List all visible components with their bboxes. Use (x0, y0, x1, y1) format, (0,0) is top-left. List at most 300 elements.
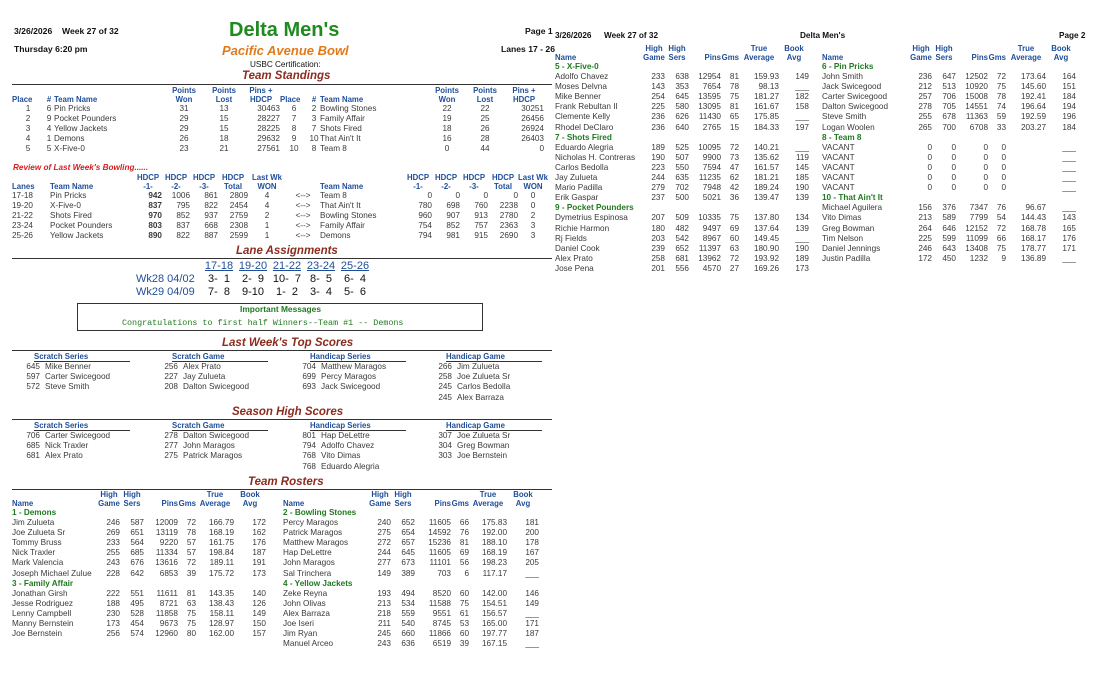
book-average: ___ (1062, 162, 1076, 172)
player-name: Joseph Michael Zulue (12, 568, 92, 578)
player-name: Mario Padilla (555, 183, 603, 193)
high-series: 647 (942, 72, 956, 82)
standings-cell: 44 (480, 144, 490, 154)
review-won: 0 (530, 191, 536, 200)
player-name: Frank Rebultan II (555, 102, 618, 112)
score-entry (298, 372, 376, 382)
roster-team-row (283, 508, 539, 518)
player-name: Hap DeLettre (283, 548, 332, 558)
games: 78 (186, 528, 196, 538)
total-pins: 11099 (965, 233, 988, 243)
standings-cell: Pocket Pounders (54, 114, 117, 124)
high-series: 599 (942, 233, 956, 243)
review-score: 2308 (229, 221, 248, 231)
book-average: 200 (525, 528, 539, 538)
team-name: 10 - That Ain't It (822, 193, 883, 203)
high-series: 673 (401, 558, 415, 568)
review-lanes: 21-22 (12, 211, 33, 221)
games: 72 (186, 558, 196, 568)
roster-col-header: Name (822, 53, 844, 62)
review-score: 2454 (229, 201, 248, 211)
lane-pair: 5- 6 (343, 286, 366, 298)
games: 75 (186, 608, 196, 618)
high-series: 0 (951, 183, 956, 193)
high-series: 534 (401, 598, 415, 608)
total-pins: 0 (983, 173, 988, 183)
true-average: 167.15 (481, 639, 507, 649)
total-pins: 11101 (429, 558, 451, 568)
games: 75 (996, 82, 1006, 92)
review-team: Family Affair (320, 221, 365, 231)
total-pins: 10335 (698, 213, 721, 223)
p2-page-number: Page 2 (1059, 31, 1086, 40)
total-pins: 11334 (155, 548, 178, 558)
roster-player-row (822, 244, 1076, 254)
player-name: Tommy Bruss (12, 538, 62, 548)
high-series: 645 (675, 92, 689, 102)
high-game: 258 (651, 253, 665, 263)
book-average: 184 (1062, 92, 1076, 102)
total-pins: 9551 (432, 608, 451, 618)
book-average: 149 (795, 72, 809, 82)
games: 81 (729, 72, 739, 82)
high-series: 540 (401, 619, 415, 629)
true-average: 161.57 (753, 162, 779, 172)
true-average: 156.57 (481, 608, 507, 618)
games: 76 (459, 528, 469, 538)
score-category-header: Handicap Series (310, 421, 406, 431)
total-pins: 8520 (432, 588, 451, 598)
standings-cell: 8 (311, 144, 317, 154)
review-team: Pin Pricks (50, 191, 87, 200)
review-score: 757 (474, 221, 488, 231)
high-game: 201 (651, 263, 665, 273)
high-game: 245 (377, 629, 391, 639)
player-name: Jay Zulueta (555, 173, 598, 183)
standings-cell: 26924 (521, 124, 544, 134)
high-game: 188 (106, 598, 120, 608)
messages-title: Important Messages (240, 304, 321, 314)
standings-cell: 8 (291, 124, 297, 134)
roster-player-row (822, 123, 1076, 133)
standings-cell: 4 (25, 134, 31, 144)
review-score: 1006 (171, 191, 190, 200)
review-col-header (286, 173, 320, 191)
true-average: 196.64 (1020, 102, 1046, 112)
total-pins: 0 (983, 152, 988, 162)
roster-team-row (555, 133, 809, 143)
book-average: 184 (1062, 122, 1076, 132)
player-name: VACANT (822, 142, 855, 152)
review-won: 4 (264, 191, 270, 200)
games: 27 (729, 263, 739, 273)
lanes-range: Lanes 17 - 26 (501, 44, 555, 54)
total-pins: 4570 (702, 263, 721, 273)
lane-assignments (136, 259, 372, 299)
p2-week: Week 27 of 32 (604, 31, 659, 40)
player-name: Sal Trinchera (283, 568, 332, 578)
bowler-name: Joe Zulueta Sr (457, 431, 511, 440)
book-average: 176 (1062, 233, 1076, 243)
score-value: 768 (302, 451, 316, 461)
review-score: 754 (418, 221, 432, 231)
player-name: Alex Prato (555, 253, 593, 263)
high-game: 233 (106, 538, 120, 548)
lane-week-date: 04/09 (164, 286, 195, 298)
true-average: 137.64 (753, 223, 779, 233)
high-game: 203 (651, 233, 665, 243)
total-pins: 9900 (702, 152, 721, 162)
score-value: 256 (164, 362, 178, 371)
true-average: 203.27 (1020, 122, 1046, 132)
roster-team-row (822, 133, 1076, 143)
high-series: 676 (130, 558, 144, 568)
high-game: 277 (377, 558, 391, 568)
standings-cell: 16 (442, 134, 452, 144)
standings-cell: 1 (25, 104, 31, 113)
true-average: 136.89 (1020, 253, 1046, 263)
games: 60 (459, 588, 469, 598)
player-name: Steve Smith (822, 112, 867, 122)
roster-col-header: High Game (643, 44, 665, 62)
player-name: Jack Swicegood (822, 82, 882, 92)
roster-player-row (822, 213, 1076, 223)
high-series: 636 (401, 639, 415, 649)
score-entry (298, 431, 370, 441)
roster-player-row (555, 112, 809, 122)
review-row (12, 191, 548, 201)
high-series: 652 (675, 243, 689, 253)
high-series: 0 (951, 162, 956, 172)
games: 81 (459, 538, 469, 548)
roster-player-row (283, 619, 539, 629)
high-series: 660 (401, 629, 415, 639)
true-average: 178.77 (1020, 243, 1046, 253)
roster-player-row (555, 183, 809, 193)
games: 39 (186, 568, 196, 578)
roster-col-header: Gms (988, 53, 1006, 62)
standings-col-header: Place (12, 95, 33, 104)
standings-cell: 28 (480, 134, 490, 144)
rosters-right (283, 490, 539, 649)
roster-player-row (283, 639, 539, 649)
true-average: 192.00 (481, 528, 507, 538)
roster-col-header: Name (555, 53, 577, 62)
standings-cell: 0 (444, 144, 450, 154)
high-game: 0 (927, 183, 932, 193)
player-name: Matthew Maragos (283, 538, 349, 548)
lane-grid (136, 259, 372, 299)
player-name: Dalton Swicegood (822, 102, 888, 112)
roster-col-header: High Sers (668, 44, 686, 62)
book-average: 191 (252, 558, 266, 568)
book-average: 172 (252, 518, 266, 528)
roster-col-header: High Game (910, 44, 932, 62)
games: 59 (996, 112, 1006, 122)
total-pins: 7594 (702, 162, 721, 172)
score-value: 768 (302, 461, 316, 471)
standings-col-header: Points Won (435, 86, 459, 104)
review-vs: <--> (295, 191, 311, 200)
high-game: 180 (651, 223, 665, 233)
review-won: 1 (264, 221, 270, 231)
standings-row (12, 114, 544, 124)
high-game: 275 (377, 528, 391, 538)
p2-date: 3/26/2026 (555, 31, 592, 40)
standings-col-header: Pins + HDCP (249, 86, 273, 104)
roster-col-header: True Average (743, 44, 775, 62)
book-average: 190 (795, 183, 809, 193)
standings-cell: 31 (179, 104, 189, 113)
high-series: 635 (675, 173, 689, 183)
roster-player-row (822, 254, 1076, 264)
standings-cell: Demons (54, 134, 85, 144)
total-pins: 11397 (698, 243, 721, 253)
player-name: Jim Zulueta (12, 518, 55, 528)
review-score: 852 (176, 211, 190, 221)
score-value: 685 (26, 441, 40, 451)
high-series: 681 (675, 253, 689, 263)
lane-pair: 1- 2 (275, 286, 298, 298)
score-entry (298, 441, 374, 451)
rosters-title: Team Rosters (248, 476, 324, 488)
review-won: 2 (264, 211, 270, 221)
high-series: 389 (401, 568, 415, 578)
roster-col-header: True Average (1010, 44, 1042, 62)
true-average: 184.33 (753, 122, 779, 132)
total-pins: 9220 (159, 538, 178, 548)
standings-cell: 15 (219, 124, 229, 134)
games: 0 (1001, 152, 1006, 162)
p1-league-title: Delta Men's (229, 19, 340, 41)
high-series: 551 (130, 588, 144, 598)
total-pins: 7948 (702, 183, 721, 193)
roster-player-row (12, 609, 266, 619)
high-game: 240 (377, 518, 391, 528)
bowler-name: Carter Swicegood (45, 372, 111, 382)
roster-col-header: High Game (369, 490, 391, 508)
total-pins: 703 (437, 568, 451, 578)
true-average: 192.41 (1020, 92, 1046, 102)
review-col-header: HDCP -1- (136, 173, 160, 191)
review-score: 0 (513, 191, 518, 200)
high-series: 657 (401, 538, 415, 548)
bowler-name: Mike Benner (45, 362, 91, 371)
score-entry (160, 362, 221, 372)
standings-cell: Shots Fired (320, 124, 362, 134)
games: 57 (186, 548, 196, 558)
lane-pair: 7- 8 (207, 286, 230, 298)
games: 74 (996, 102, 1006, 112)
book-average: 196 (1062, 112, 1076, 122)
high-game: 207 (651, 213, 665, 223)
score-entry (434, 451, 507, 461)
high-series: 640 (675, 122, 689, 132)
review-grid (12, 173, 548, 241)
roster-player-row (283, 629, 539, 639)
roster-player-row (283, 569, 539, 579)
games: 60 (459, 629, 469, 639)
player-name: Joe Zulueta Sr (12, 528, 66, 538)
player-name: John Olivas (283, 598, 326, 608)
score-entry (22, 441, 88, 451)
total-pins: 1232 (969, 253, 988, 263)
games: 78 (729, 82, 739, 92)
true-average: 96.67 (1025, 203, 1046, 213)
score-entry (298, 362, 386, 372)
team-name: 9 - Pocket Pounders (555, 203, 634, 213)
total-pins: 8721 (159, 598, 178, 608)
book-average: 197 (795, 122, 809, 132)
rosters-left (12, 490, 266, 639)
review-won: 4 (264, 201, 270, 211)
total-pins: 0 (983, 183, 988, 193)
score-entry (160, 431, 249, 441)
review-score: 942 (148, 191, 162, 200)
review-score: 837 (148, 201, 162, 211)
message-text: Congratulations to first half Winners--Team #1 -- Demons (122, 318, 404, 328)
total-pins: 11605 (428, 548, 451, 558)
lane-week-row (136, 273, 372, 286)
total-pins: 12502 (965, 72, 988, 82)
roster-player-row (12, 528, 266, 538)
standings-cell: 6 (291, 104, 297, 113)
total-pins: 11611 (156, 588, 178, 598)
roster-col-header: Book Avg (513, 490, 533, 508)
high-series: 494 (401, 588, 415, 598)
high-game: 223 (651, 162, 665, 172)
roster-player-row (555, 123, 809, 133)
total-pins: 6853 (159, 568, 178, 578)
high-series: 652 (401, 518, 415, 528)
roster-player-row (822, 92, 1076, 102)
book-average: 190 (795, 243, 809, 253)
player-name: Adolfo Chavez (555, 72, 609, 82)
bowler-name: Jack Swicegood (321, 382, 381, 392)
player-name: Joe Iseri (283, 619, 314, 629)
games: 81 (729, 102, 739, 112)
games: 15 (729, 122, 739, 132)
score-value: 245 (438, 382, 452, 392)
games: 60 (729, 233, 739, 243)
lane-pair: 3- 4 (309, 286, 332, 298)
bowler-name: Jay Zulueta (183, 372, 226, 382)
total-pins: 10920 (965, 82, 988, 92)
roster-team-row (12, 508, 266, 518)
score-entry (434, 431, 510, 441)
player-name: Carter Swicegood (822, 92, 888, 102)
standings-cell: Bowling Stones (320, 104, 377, 113)
divider (12, 84, 552, 85)
roster-player-row (283, 518, 539, 528)
score-entry (160, 451, 242, 461)
roster-player-row (555, 92, 809, 102)
standings-cell: 4 (46, 124, 52, 134)
high-game: 225 (651, 102, 665, 112)
total-pins: 2765 (702, 122, 721, 132)
high-game: 213 (918, 213, 932, 223)
high-game: 279 (651, 183, 665, 193)
standings-cell: 10 (289, 144, 299, 154)
high-series: 509 (675, 213, 689, 223)
review-row (12, 221, 548, 231)
bowler-name: Carter Swicegood (45, 431, 111, 440)
games: 69 (729, 223, 739, 233)
player-name: Nicholas H. Contreras (555, 152, 636, 162)
standings-cell: 26 (179, 134, 189, 144)
total-pins: 13119 (155, 528, 178, 538)
high-game: 265 (918, 122, 932, 132)
roster-player-row (555, 254, 809, 264)
book-average: ___ (525, 568, 539, 578)
review-team: X-Five-0 (50, 201, 81, 211)
roster-player-row (822, 224, 1076, 234)
true-average: 145.60 (1020, 82, 1046, 92)
review-score: 887 (204, 231, 218, 241)
roster-player-row (555, 234, 809, 244)
total-pins: 11858 (155, 608, 178, 618)
high-series: 643 (942, 243, 956, 253)
true-average: 192.59 (1020, 112, 1046, 122)
true-average: 180.90 (753, 243, 779, 253)
high-series: 495 (130, 598, 144, 608)
standings-cell: 0 (539, 144, 544, 154)
score-entry (22, 451, 83, 461)
team-name: 5 - X-Five-0 (555, 62, 599, 71)
total-pins: 15236 (428, 538, 451, 548)
roster-col-header: High Sers (935, 44, 953, 62)
review-won: 3 (530, 231, 536, 241)
player-name: Daniel Jennings (822, 243, 881, 253)
high-series: 450 (942, 253, 956, 263)
score-value: 693 (302, 382, 316, 392)
score-value: 227 (164, 372, 178, 382)
bowler-name: Eduardo Alegria (321, 461, 380, 471)
p1-week: Week 27 of 32 (62, 26, 119, 36)
high-game: 156 (918, 203, 932, 213)
review-score: 861 (204, 191, 218, 200)
p1-day-time: Thursday 6:20 pm (14, 44, 88, 54)
high-series: 654 (401, 528, 415, 538)
standings-cell: 29 (179, 124, 189, 134)
player-name: Jose Pena (555, 263, 594, 273)
bowler-name: Jim Zulueta (457, 362, 500, 371)
p2-league: Delta Men's (800, 31, 846, 40)
games: 66 (996, 233, 1006, 243)
standings-cell: 1 (46, 134, 52, 144)
total-pins: 12009 (155, 518, 178, 528)
team-name: 3 - Family Affair (12, 578, 74, 588)
games: 36 (729, 193, 739, 203)
player-name: Rhodel DeClaro (555, 122, 614, 132)
standings-cell: 2 (25, 114, 31, 124)
high-game: 243 (377, 639, 391, 649)
review-vs: <--> (295, 201, 311, 211)
true-average (1006, 143, 1046, 153)
score-value: 307 (438, 431, 452, 440)
high-game: 230 (106, 608, 120, 618)
book-average: ___ (1062, 142, 1076, 152)
standings-title: Team Standings (242, 70, 331, 82)
games: 72 (186, 518, 196, 528)
games: 66 (459, 518, 469, 528)
score-entry (22, 372, 110, 382)
review-header-row (12, 173, 548, 191)
review-row (12, 211, 548, 221)
book-average: 187 (525, 629, 539, 639)
roster-player-row (12, 569, 266, 579)
games: 61 (459, 608, 469, 618)
